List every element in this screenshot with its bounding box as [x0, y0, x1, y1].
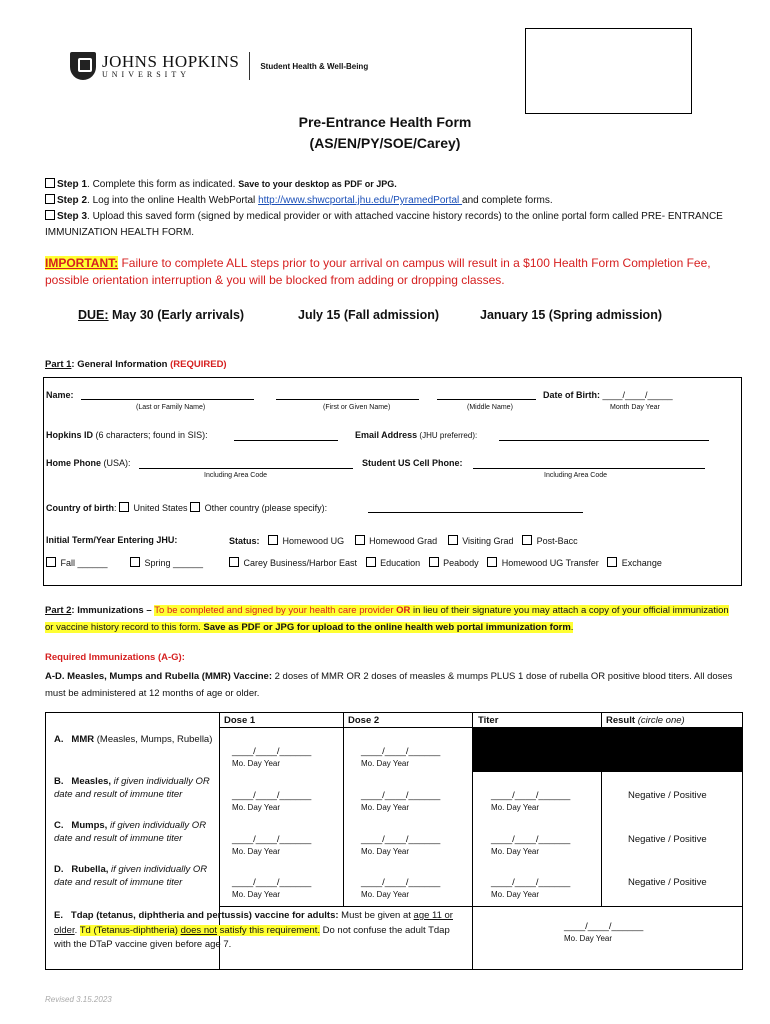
steps-block	[45, 176, 735, 241]
part2-or: OR	[396, 605, 411, 616]
important-text: Failure to complete ALL steps prior to your arrival on campus will result in a $100 Health Form Completion Fee, possible orientation interruption & you will be blocked from adding or dropping classes.	[45, 256, 711, 287]
fall-checkbox[interactable]	[46, 557, 56, 567]
row-a-letter: A.	[54, 734, 64, 745]
spring-checkbox[interactable]	[130, 557, 140, 567]
home-phone-row	[46, 458, 131, 468]
date-blank: ____/____/______	[361, 746, 441, 757]
row-a-dose1-field[interactable]	[232, 746, 311, 768]
exchange-checkbox[interactable]	[607, 557, 617, 567]
other-country-checkbox[interactable]	[190, 502, 200, 512]
date-hint: Mo. Day Year	[232, 890, 281, 899]
row-a-label	[54, 733, 214, 746]
row-e-age: age 11 or older	[54, 910, 453, 936]
org-name: JOHNS HOPKINS	[102, 52, 240, 71]
row-b-dose2-field[interactable]	[361, 790, 440, 812]
row-a-rest: (Measles, Mumps, Rubella)	[94, 734, 213, 745]
portal-link[interactable]: http://www.shwcportal.jhu.edu/PyramedPortal	[258, 195, 463, 206]
row-b-label	[54, 775, 214, 801]
part2-text-3: Save as PDF or JPG for upload to the online health web portal immunization form	[203, 622, 571, 633]
row-e-text-1: Must be given at	[338, 910, 414, 921]
part2-text-4: .	[570, 622, 574, 633]
last-name-field[interactable]	[81, 399, 254, 400]
required-immunizations-title: Required Immunizations (A-G):	[45, 652, 185, 663]
home-phone-field[interactable]	[139, 468, 353, 469]
row-c-letter: C.	[54, 820, 64, 831]
row-c-dose1-field[interactable]	[232, 834, 311, 856]
date-blank: ____/____/______	[491, 877, 571, 888]
row-b-dose1-field[interactable]	[232, 790, 311, 812]
date-blank: ____/____/______	[232, 834, 312, 845]
us-checkbox[interactable]	[119, 502, 129, 512]
step-1-text: . Complete this form as indicated.	[87, 179, 239, 190]
step-3	[45, 209, 735, 241]
step-3-label: Step 3	[57, 211, 88, 222]
step-2-text: . Log into the online Health WebPortal	[87, 195, 259, 206]
status-homewood-ug: Homewood UG	[282, 536, 345, 546]
step-1-bold: Save to your desktop as PDF or JPG.	[238, 179, 397, 189]
dob-hint: Month Day Year	[610, 404, 660, 411]
org-sub: UNIVERSITY	[102, 70, 190, 79]
home-phone-label: Home Phone	[46, 458, 102, 468]
date-hint: Mo. Day Year	[361, 803, 410, 812]
due-date-3: January 15 (Spring admission)	[480, 308, 662, 322]
row-b-letter: B.	[54, 776, 64, 787]
col-divider-2	[343, 713, 344, 906]
row-e-highlight-1: Td (Tetanus-diphtheria)	[79, 924, 181, 936]
header-titer: Titer	[478, 715, 499, 726]
row-d-rest: if given individually OR date and result of immune titer	[54, 864, 208, 888]
row-d-name: Rubella,	[71, 864, 109, 875]
mmr-text: 2 doses of MMR OR 2 doses of measles & mumps PLUS 1 dose of rubella OR positive blood titers. All doses must be administered at 12 months of age or older.	[45, 671, 733, 699]
date-blank: ____/____/______	[361, 877, 441, 888]
row-e-date-field[interactable]	[564, 921, 643, 943]
country-label: Country of birth	[46, 503, 114, 513]
row-d-result[interactable]: Negative / Positive	[628, 877, 707, 888]
part1-label: Part 1	[45, 359, 72, 370]
row-c-result[interactable]: Negative / Positive	[628, 834, 707, 845]
peabody-checkbox[interactable]	[429, 557, 439, 567]
part1-heading	[45, 359, 227, 370]
row-c-dose2-field[interactable]	[361, 834, 440, 856]
education-checkbox[interactable]	[366, 557, 376, 567]
date-blank: ____/____/______	[491, 834, 571, 845]
step-3-checkbox[interactable]	[45, 210, 55, 220]
mmr-description	[45, 668, 735, 702]
term-label	[46, 535, 177, 545]
us-label: United States	[133, 503, 188, 513]
email-hint: (JHU preferred):	[417, 431, 478, 440]
dob-field[interactable]: ____/____/_____	[602, 390, 673, 400]
homewood-grad-checkbox[interactable]	[355, 535, 365, 545]
hopkins-id-row	[46, 430, 208, 440]
step-2-label: Step 2	[57, 195, 88, 206]
post-bacc-checkbox[interactable]	[522, 535, 532, 545]
date-hint: Mo. Day Year	[361, 847, 410, 856]
part1-required: (REQUIRED)	[170, 359, 227, 370]
step-1-label: Step 1	[57, 179, 88, 190]
country-row: Country of birth: United States Other country (please specify):	[46, 503, 328, 513]
status-education: Education	[380, 558, 421, 568]
logo-wordmark	[102, 53, 239, 79]
row-e-bold: Tdap (tetanus, diphtheria and pertussis) vaccine for adults:	[70, 910, 339, 921]
cell-phone-label-text: Student US Cell Phone:	[362, 458, 463, 468]
status-ug-transfer: Homewood UG Transfer	[501, 558, 599, 568]
date-hint: Mo. Day Year	[361, 759, 410, 768]
date-hint: Mo. Day Year	[491, 847, 540, 856]
row-c-titer-field[interactable]	[491, 834, 570, 856]
email-label: Email Address	[355, 430, 418, 440]
row-c-rest: if given individually OR date and result of immune titer	[54, 820, 207, 844]
status-post-bacc: Post-Bacc	[536, 536, 578, 546]
part2-label: Part 2	[45, 605, 72, 616]
part2-text-2: in lieu of their signature you may attach a copy of your official immunization or vaccine history record to this form.	[45, 605, 729, 633]
university-logo	[70, 52, 368, 80]
name-row	[46, 390, 74, 400]
department-name: Student Health & Well-Being	[260, 61, 369, 71]
row-c-name: Mumps,	[71, 820, 108, 831]
date-hint: Mo. Day Year	[232, 803, 281, 812]
shield-icon	[70, 52, 96, 80]
status-carey: Carey Business/Harbor East	[243, 558, 358, 568]
header-dose-1: Dose 1	[224, 715, 256, 726]
status-label: Status:	[229, 536, 260, 546]
date-blank: ____/____/______	[564, 921, 644, 932]
row-d-titer-field[interactable]	[491, 877, 570, 899]
row-a-blocked-cell	[473, 728, 742, 772]
date-hint: Mo. Day Year	[232, 847, 281, 856]
step-2-checkbox[interactable]	[45, 194, 55, 204]
date-blank: ____/____/______	[491, 790, 571, 801]
revised-date: Revised 3.15.2023	[45, 995, 112, 1004]
header-result-hint: (circle one)	[637, 715, 685, 726]
email-row	[355, 430, 477, 440]
hopkins-id-hint: (6 characters; found in SIS):	[93, 430, 208, 440]
cell-area-hint: Including Area Code	[544, 472, 608, 479]
status-row-2	[229, 557, 662, 568]
part2-text-1: To be completed and signed by your health care provider	[154, 605, 397, 616]
date-hint: Mo. Day Year	[564, 934, 613, 943]
due-label: DUE:	[78, 308, 109, 322]
home-area-hint: Including Area Code	[204, 472, 268, 479]
row-e-text-2: .	[74, 924, 80, 936]
step-1-checkbox[interactable]	[45, 178, 55, 188]
first-name-hint: (First or Given Name)	[323, 404, 391, 411]
email-field[interactable]	[499, 440, 709, 441]
date-blank: ____/____/______	[232, 877, 312, 888]
date-hint: Mo. Day Year	[361, 890, 410, 899]
spring-option	[130, 557, 203, 568]
row-b-name: Measles,	[71, 776, 112, 787]
row-e-text-3: Do not confuse the adult Tdap with the DTaP vaccine given before age 7.	[54, 924, 450, 950]
row-b-rest: if given individually OR date and result of immune titer	[54, 776, 210, 800]
status-exchange: Exchange	[621, 558, 662, 568]
date-hint: Mo. Day Year	[491, 803, 540, 812]
row-b-result[interactable]: Negative / Positive	[628, 790, 707, 801]
last-name-hint: (Last or Family Name)	[136, 404, 206, 411]
row-d-label	[54, 863, 214, 889]
term-label-text: Initial Term/Year Entering JHU:	[46, 535, 178, 545]
row-e-highlight-3: satisfy this requirement.	[217, 924, 320, 936]
header-result	[606, 715, 685, 726]
date-blank: ____/____/______	[232, 746, 312, 757]
due-date-2: July 15 (Fall admission)	[298, 308, 440, 322]
date-blank: ____/____/______	[361, 834, 441, 845]
spring-label: Spring ______	[144, 558, 204, 568]
mmr-label: A-D. Measles, Mumps and Rubella (MMR) Vaccine:	[45, 671, 272, 682]
dob-label: Date of Birth:	[543, 390, 600, 400]
date-hint: Mo. Day Year	[232, 759, 281, 768]
status-row	[229, 535, 578, 546]
row-e-divider	[219, 906, 742, 907]
status-homewood-grad: Homewood Grad	[369, 536, 438, 546]
step-2-after: and complete forms.	[462, 195, 553, 206]
fall-label: Fall ______	[60, 558, 108, 568]
status-peabody: Peabody	[443, 558, 479, 568]
visiting-grad-checkbox[interactable]	[448, 535, 458, 545]
part1-title: : General Information	[71, 359, 171, 370]
row-e-highlight-2: does not	[180, 924, 218, 936]
home-phone-hint: (USA):	[101, 458, 131, 468]
due-date-1: May 30 (Early arrivals)	[108, 308, 245, 322]
due-early	[78, 308, 244, 322]
carey-checkbox[interactable]	[229, 557, 239, 567]
row-a-name: MMR	[71, 734, 95, 745]
step-1	[45, 176, 735, 193]
row-d-letter: D.	[54, 864, 64, 875]
row-d-dose1-field[interactable]	[232, 877, 311, 899]
date-blank: ____/____/______	[232, 790, 312, 801]
row-d-dose2-field[interactable]	[361, 877, 440, 899]
general-info-box	[43, 377, 742, 586]
cell-phone-field[interactable]	[473, 468, 705, 469]
hopkins-id-label: Hopkins ID	[46, 430, 94, 440]
form-title: Pre-Entrance Health Form	[298, 114, 472, 130]
fall-option	[46, 557, 108, 568]
date-hint: Mo. Day Year	[491, 890, 540, 899]
photo-box	[525, 28, 692, 114]
part2-title: : Immunizations –	[71, 605, 155, 616]
logo-divider	[249, 52, 250, 80]
other-country-field[interactable]	[368, 512, 583, 513]
dob-row	[543, 390, 673, 400]
important-notice	[45, 255, 735, 289]
hopkins-id-field[interactable]	[234, 440, 338, 441]
row-e-label	[54, 909, 466, 953]
ug-transfer-checkbox[interactable]	[487, 557, 497, 567]
row-c-label	[54, 819, 214, 845]
other-country-label: Other country (please specify):	[204, 503, 328, 513]
first-name-field[interactable]	[276, 399, 419, 400]
part2-heading	[45, 602, 735, 636]
important-label: IMPORTANT:	[45, 256, 119, 270]
date-blank: ____/____/______	[361, 790, 441, 801]
cell-phone-label	[362, 458, 463, 468]
header-result-text: Result	[606, 715, 638, 726]
row-e-letter: E.	[54, 910, 63, 921]
header-dose-2: Dose 2	[348, 715, 380, 726]
name-label: Name:	[46, 390, 74, 400]
step-2	[45, 193, 735, 209]
middle-name-hint: (Middle Name)	[467, 404, 513, 411]
step-3-text: . Upload this saved form (signed by medical provider or with attached vaccine history records) to the online portal form called PRE- ENTRANCE IMMUNIZATION HEALTH FORM.	[45, 211, 723, 238]
row-b-titer-field[interactable]	[491, 790, 570, 812]
form-subtitle: (AS/EN/PY/SOE/Carey)	[309, 135, 461, 151]
middle-name-field[interactable]	[437, 399, 536, 400]
status-visiting-grad: Visiting Grad	[462, 536, 514, 546]
immunization-table	[45, 712, 743, 970]
homewood-ug-checkbox[interactable]	[268, 535, 278, 545]
row-a-dose2-field[interactable]	[361, 746, 440, 768]
